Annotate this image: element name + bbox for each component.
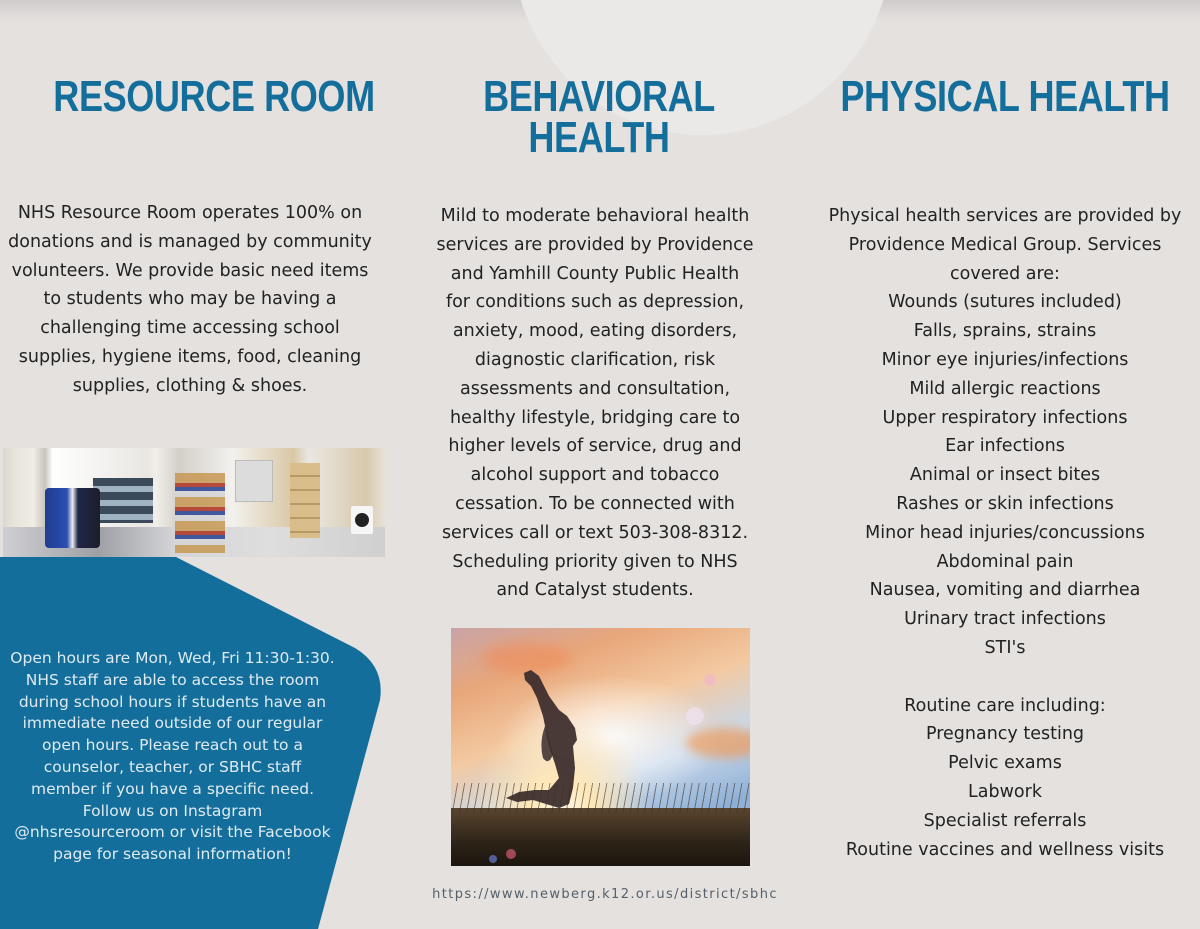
service-item: Abdominal pain	[936, 551, 1074, 572]
routine-item: Pelvic exams	[948, 753, 1062, 774]
jumping-silhouette-sunset-photo	[451, 628, 750, 866]
routine-item: Specialist referrals	[923, 810, 1087, 831]
service-item: Minor head injuries/concussions	[865, 522, 1145, 543]
blank-line	[805, 663, 1200, 692]
service-item: Upper respiratory infections	[882, 407, 1128, 428]
service-item: Animal or insect bites	[909, 465, 1101, 486]
resource-room-heading: RESOURCE ROOM	[53, 72, 375, 121]
service-item: Minor eye injuries/infections	[881, 349, 1129, 370]
routine-care-heading: Routine care including:	[904, 695, 1106, 716]
photo-wall-poster	[235, 460, 273, 502]
resource-room-panorama-photo	[3, 448, 385, 557]
service-item: Rashes or skin infections	[896, 493, 1114, 514]
service-item: Falls, sprains, strains	[913, 321, 1097, 342]
physical-health-description: Physical health services are provided by Providence Medical Group. Services covered are: Wounds (sutures included) Falls, sprains, strains Minor eye injuries/infections Mild allergic reactions Upper respiratory infections Ear infections Animal or insect bites Rashes or skin infections Minor head injuries/concussions Abdominal pain Nausea, vomiting and diarrhea Urinary tract infections STI's Routine care including: Pregnancy testing Pelvic exams Labwork Specialist referrals Routine vaccines and wellness visits	[805, 202, 1200, 864]
service-item: STI's	[984, 637, 1026, 658]
service-item: Mild allergic reactions	[909, 378, 1101, 399]
photo-washing-machine	[351, 506, 373, 534]
sbhc-website-link[interactable]: https://www.newberg.k12.or.us/district/sbhc	[432, 887, 778, 902]
behavioral-health-description: Mild to moderate behavioral health services are provided by Providence and Yamhill County Public Health for conditions such as depression, anxiety, mood, eating disorders, diagnostic clarification, risk assessments and consultation, healthy lifestyle, bridging care to higher levels of service, drug and alcohol support and tobacco cessation. To be connected with services call or text 503-308-8312. Scheduling priority given to NHS and Catalyst students.	[436, 206, 754, 601]
routine-item: Pregnancy testing	[925, 724, 1085, 745]
routine-item: Routine vaccines and wellness visits	[845, 839, 1165, 860]
photo-clothing-rack	[45, 488, 100, 548]
photo-food-rack	[175, 473, 225, 553]
routine-item: Labwork	[968, 781, 1042, 802]
behavioral-health-heading: BEHAVIORAL HEALTH	[483, 72, 715, 162]
physical-health-heading: PHYSICAL HEALTH	[840, 72, 1170, 121]
service-item: Ear infections	[945, 436, 1065, 457]
photo-back-shelves	[93, 478, 153, 523]
open-hours-text: Open hours are Mon, Wed, Fri 11:30-1:30. NHS staff are able to access the room during school hours if students have an immediate need outside of our regular open hours. Please reach out to a counselor, teacher, or SBHC staff member if you have a specific need. Follow us on Instagram @nhsresourceroom or visit the Facebook page for seasonal information!	[10, 649, 335, 864]
photo-cabinet	[290, 463, 320, 538]
service-item: Urinary tract infections	[904, 609, 1106, 630]
jumping-person-silhouette-icon	[451, 628, 750, 866]
service-item: Nausea, vomiting and diarrhea	[869, 580, 1141, 601]
resource-room-description: NHS Resource Room operates 100% on donations and is managed by community volunteers. We provide basic need items to students who may be having a challenging time accessing school supplies, hygiene items, food, cleaning supplies, clothing & shoes.	[8, 203, 372, 396]
service-item: Wounds (sutures included)	[888, 292, 1122, 313]
